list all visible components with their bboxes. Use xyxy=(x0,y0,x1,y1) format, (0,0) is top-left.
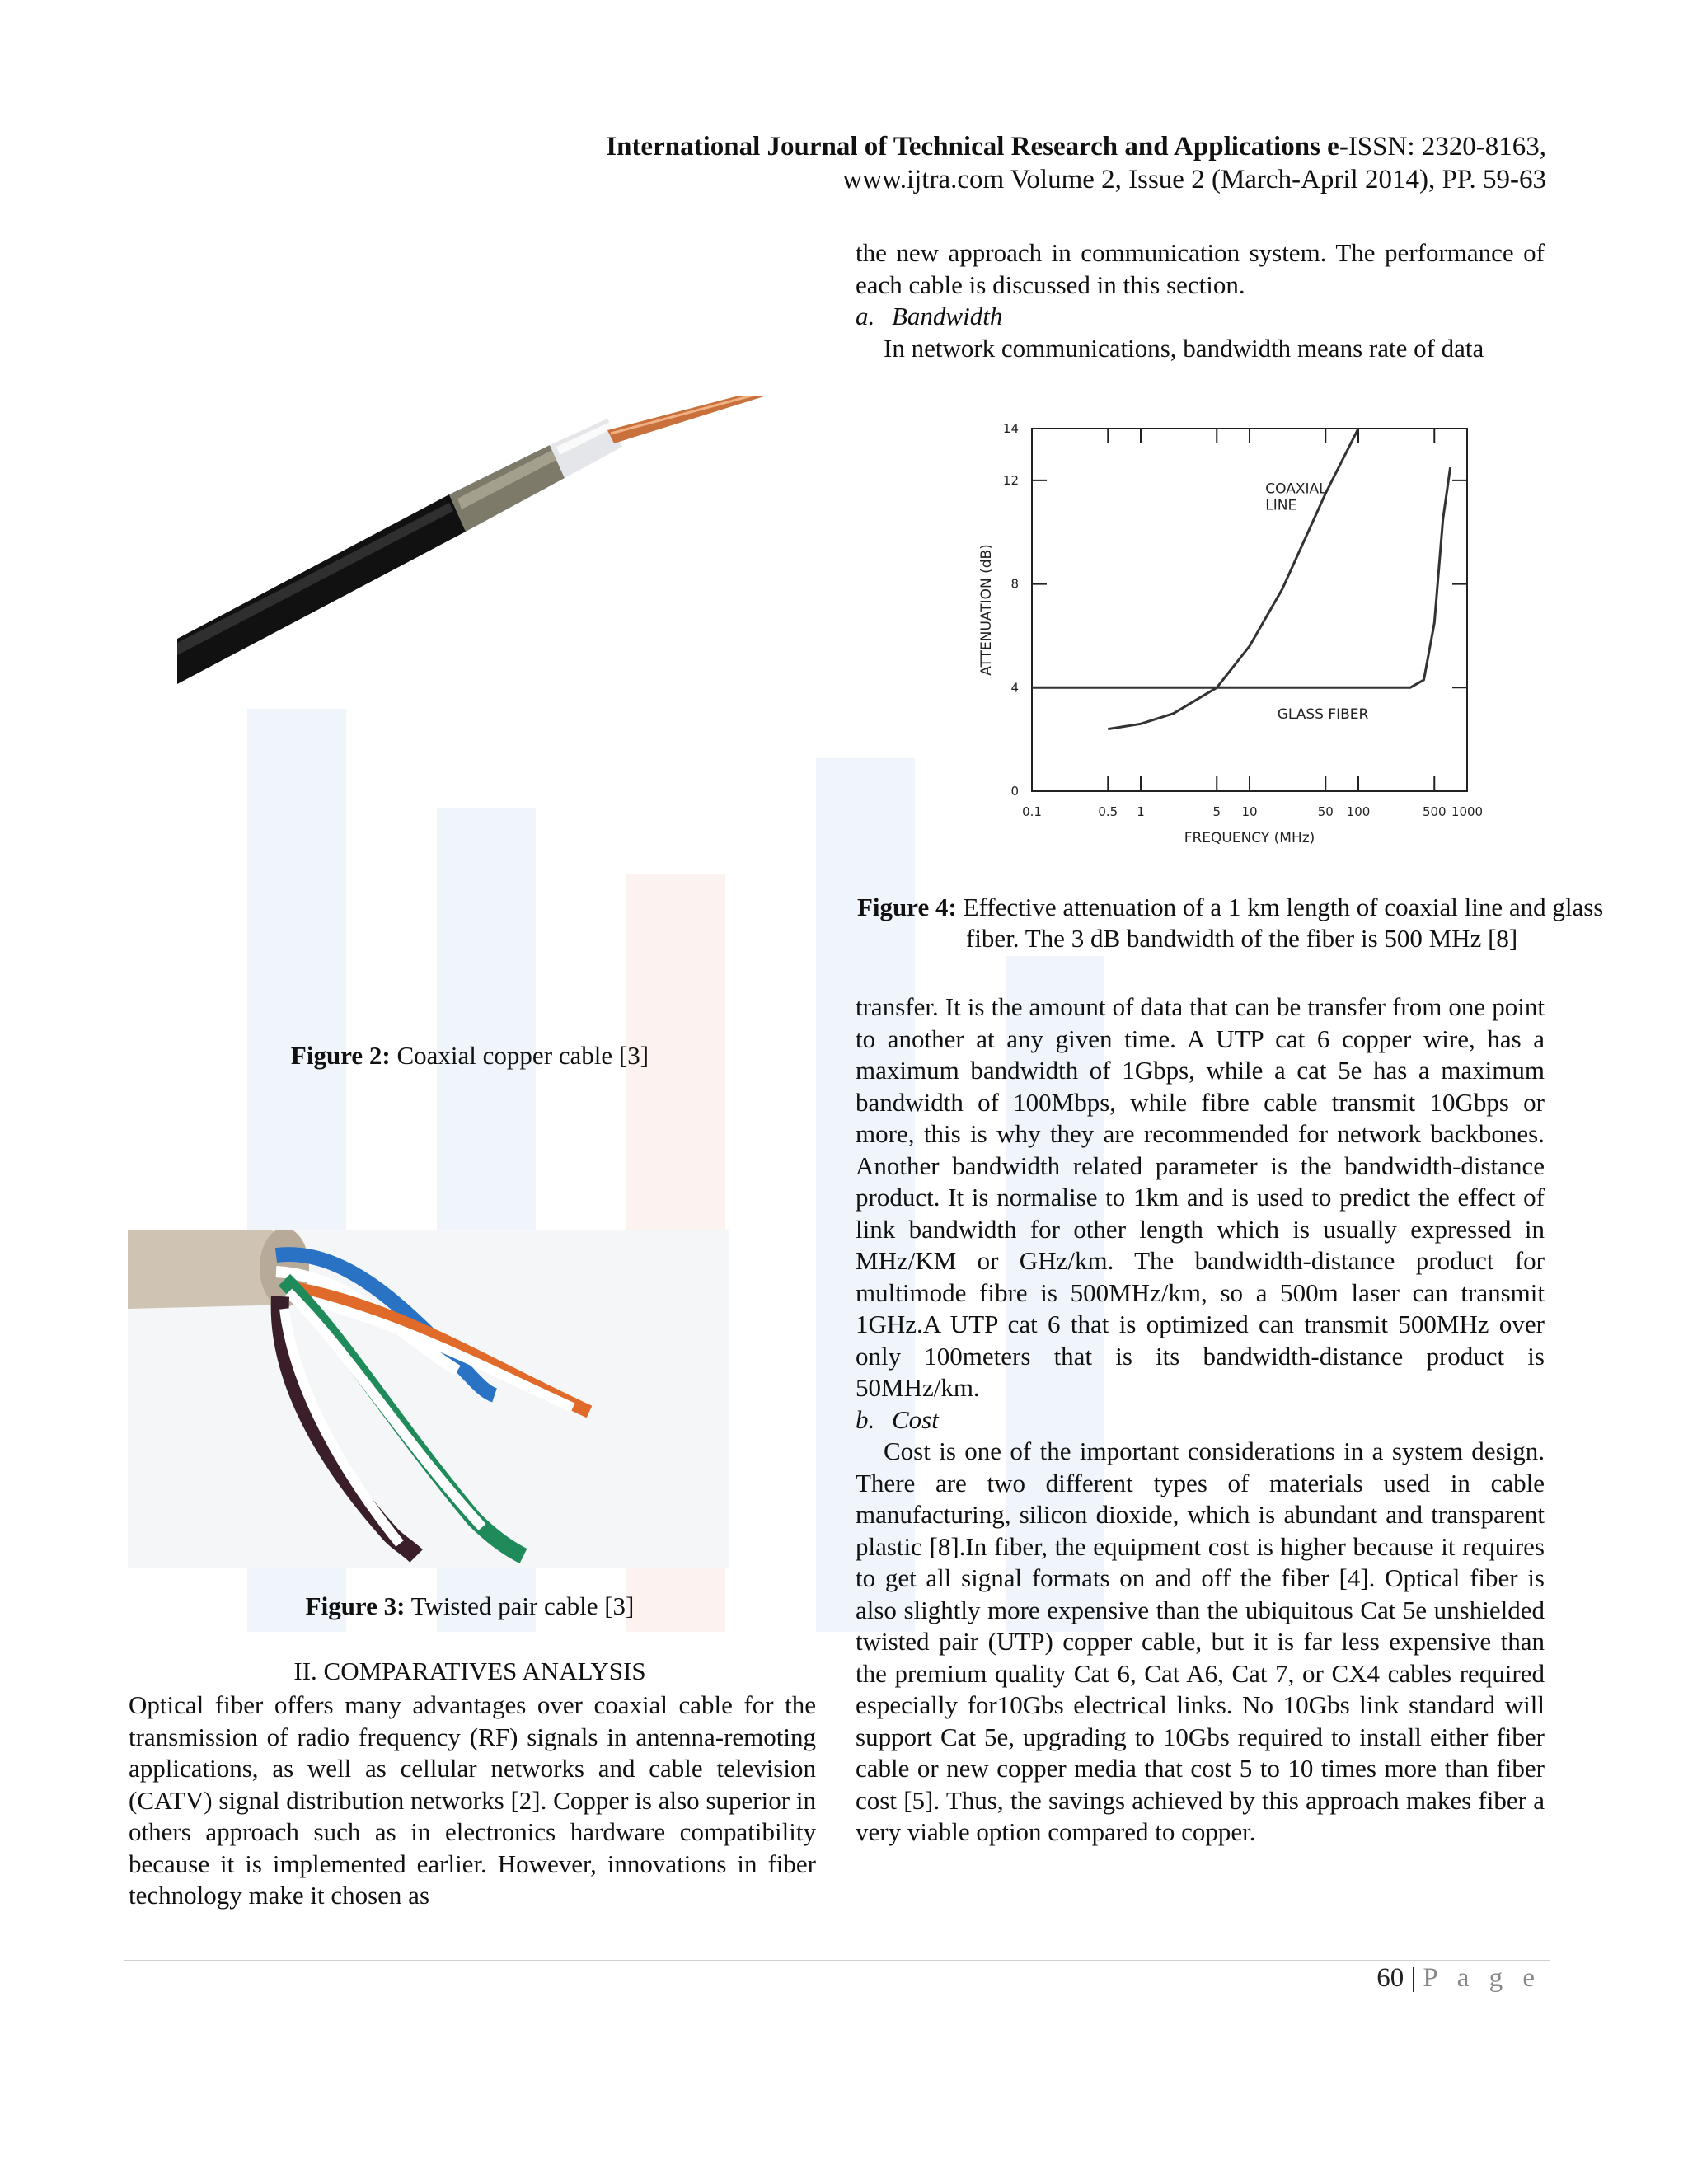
y-axis-label: ATTENUATION (dB) xyxy=(978,544,995,676)
cost-heading-label: b. xyxy=(856,1404,875,1434)
intro-paragraph: the new approach in communication system. The performance of each cable is discussed in this section. xyxy=(856,238,1545,299)
x-tick-label: 50 xyxy=(1317,804,1334,819)
figure-4-caption xyxy=(857,892,1681,954)
y-tick-label: 14 xyxy=(1002,421,1019,436)
bandwidth-heading-title: Bandwidth xyxy=(892,302,1003,330)
journal-title: International Journal of Technical Research and Applications xyxy=(606,132,1320,162)
legend-coaxial-line: COAXIAL xyxy=(1265,480,1327,498)
right-column-top xyxy=(856,237,1545,364)
bandwidth-paragraph: transfer. It is the amount of data that can be transfer from one point to another at any given time. A UTP cat 6 copper wire, has a maximum bandwidth of 1Gbps, while a cat 5e has a maximum bandwidth of 100Mbps, while fibre cable transmit 10Gbps or more, this is why they are recommended for network backbones. Another bandwidth related parameter is the bandwidth-distance product. It is normalise to 1km and is used to predict the effect of link bandwidth for other length which is usually expressed in MHz/KM or GHz/km. The bandwidth-distance product for multimode fibre is 500MHz/km, so a 500m laser can transmit 1GHz.A UTP cat 6 that is optimized can transmit 500MHz over only 100meters that is its bandwidth-distance product is 50MHz/km. xyxy=(856,992,1545,1402)
right-column-bottom xyxy=(856,991,1545,1849)
plot-frame xyxy=(1032,429,1467,791)
figure-3-label: Figure 3: xyxy=(305,1591,406,1620)
x-tick-label: 0.1 xyxy=(1022,804,1042,819)
bandwidth-lead: In network communications, bandwidth means rate of data xyxy=(884,333,1484,363)
series-line-0 xyxy=(1108,429,1358,729)
bandwidth-heading xyxy=(856,301,1545,333)
x-tick-label: 5 xyxy=(1212,804,1221,819)
section-title: II. COMPARATIVES ANALYSIS xyxy=(293,1657,646,1685)
page-word: P a g e xyxy=(1423,1963,1541,1993)
y-tick-label: 0 xyxy=(1010,784,1019,799)
issn: ISSN: 2320-8163, xyxy=(1348,132,1546,162)
figure-4-label: Figure 4: xyxy=(857,893,957,921)
page-separator: | xyxy=(1404,1963,1423,1993)
x-tick-label: 100 xyxy=(1346,804,1371,819)
cost-heading xyxy=(856,1404,1545,1436)
figure-2-text: Coaxial copper cable [3] xyxy=(390,1041,649,1070)
cost-heading-title: Cost xyxy=(892,1404,939,1434)
x-tick-label: 1000 xyxy=(1451,804,1484,819)
figure-3-text: Twisted pair cable [3] xyxy=(405,1591,635,1620)
issn-prefix: e- xyxy=(1320,132,1348,162)
journal-volume-line: www.ijtra.com Volume 2, Issue 2 (March-April 2014), PP. 59-63 xyxy=(842,165,1546,194)
twisted-pair-image xyxy=(128,1230,729,1568)
x-tick-label: 0.5 xyxy=(1098,804,1118,819)
page-footer xyxy=(1376,1963,1541,1994)
attenuation-chart xyxy=(964,412,1508,857)
page-number: 60 xyxy=(1376,1963,1404,1993)
x-tick-label: 500 xyxy=(1422,804,1447,819)
x-tick-label: 1 xyxy=(1137,804,1145,819)
figure-2-caption xyxy=(124,1040,816,1071)
chart-series xyxy=(1032,429,1451,729)
x-axis-label: FREQUENCY (MHz) xyxy=(1184,830,1315,846)
y-tick-label: 4 xyxy=(1010,680,1019,696)
cost-paragraph: Cost is one of the important considerations in a system design. There are two different types of materials used in cable manufacturing, silicon dioxide, which is abundant and transparent plastic [8].In fiber, the equipment cost is higher because it requires to get all signal formats on and off the fiber [4]. Optical fiber is also slightly more expensive than the ubiquitous Cat 5e unshielded twisted pair (UTP) copper cable, but it is far less expensive than the premium quality Cat 6, Cat A6, Cat 7, or CX4 cables required especially for10Gbs electrical links. No 10Gbs link standard will support Cat 5e, upgrading to 10Gbs required to install either fiber cable or new copper media that cost 5 to 10 times more than fiber cost [5]. Thus, the savings achieved by this approach makes fiber a very viable option compared to copper. xyxy=(856,1436,1545,1846)
y-tick-label: 8 xyxy=(1010,576,1019,592)
x-tick-label: 10 xyxy=(1241,804,1258,819)
legend-coaxial-line-2: LINE xyxy=(1265,497,1297,514)
legend-glass-fiber: GLASS FIBER xyxy=(1277,706,1369,723)
figure-2-label: Figure 2: xyxy=(290,1041,391,1070)
figure-3-caption xyxy=(124,1591,816,1622)
series-line-1 xyxy=(1032,467,1451,687)
bandwidth-heading-label: a. xyxy=(856,302,875,330)
section-paragraph: Optical fiber offers many advantages over coaxial cable for the transmission of radio frequency (RF) signals in antenna-remoting applications, as well as cellular networks and cable television (CATV) signal distribution networks [2]. Copper is also superior in others approach such as in electronics hardware compatibility because it is implemented earlier. However, innovations in fiber technology make it chosen as xyxy=(129,1690,816,1910)
figure-4-text-line-1: Effective attenuation of a 1 km length of coaxial line and glass xyxy=(956,893,1604,921)
y-tick-label: 12 xyxy=(1002,472,1019,488)
coaxial-cable-image xyxy=(177,396,787,684)
chart-axes xyxy=(1003,421,1483,819)
footer-divider xyxy=(124,1960,1550,1961)
figure-4-text-line-2: fiber. The 3 dB bandwidth of the fiber is 500 MHz [8] xyxy=(966,924,1518,953)
journal-header xyxy=(310,130,1546,196)
